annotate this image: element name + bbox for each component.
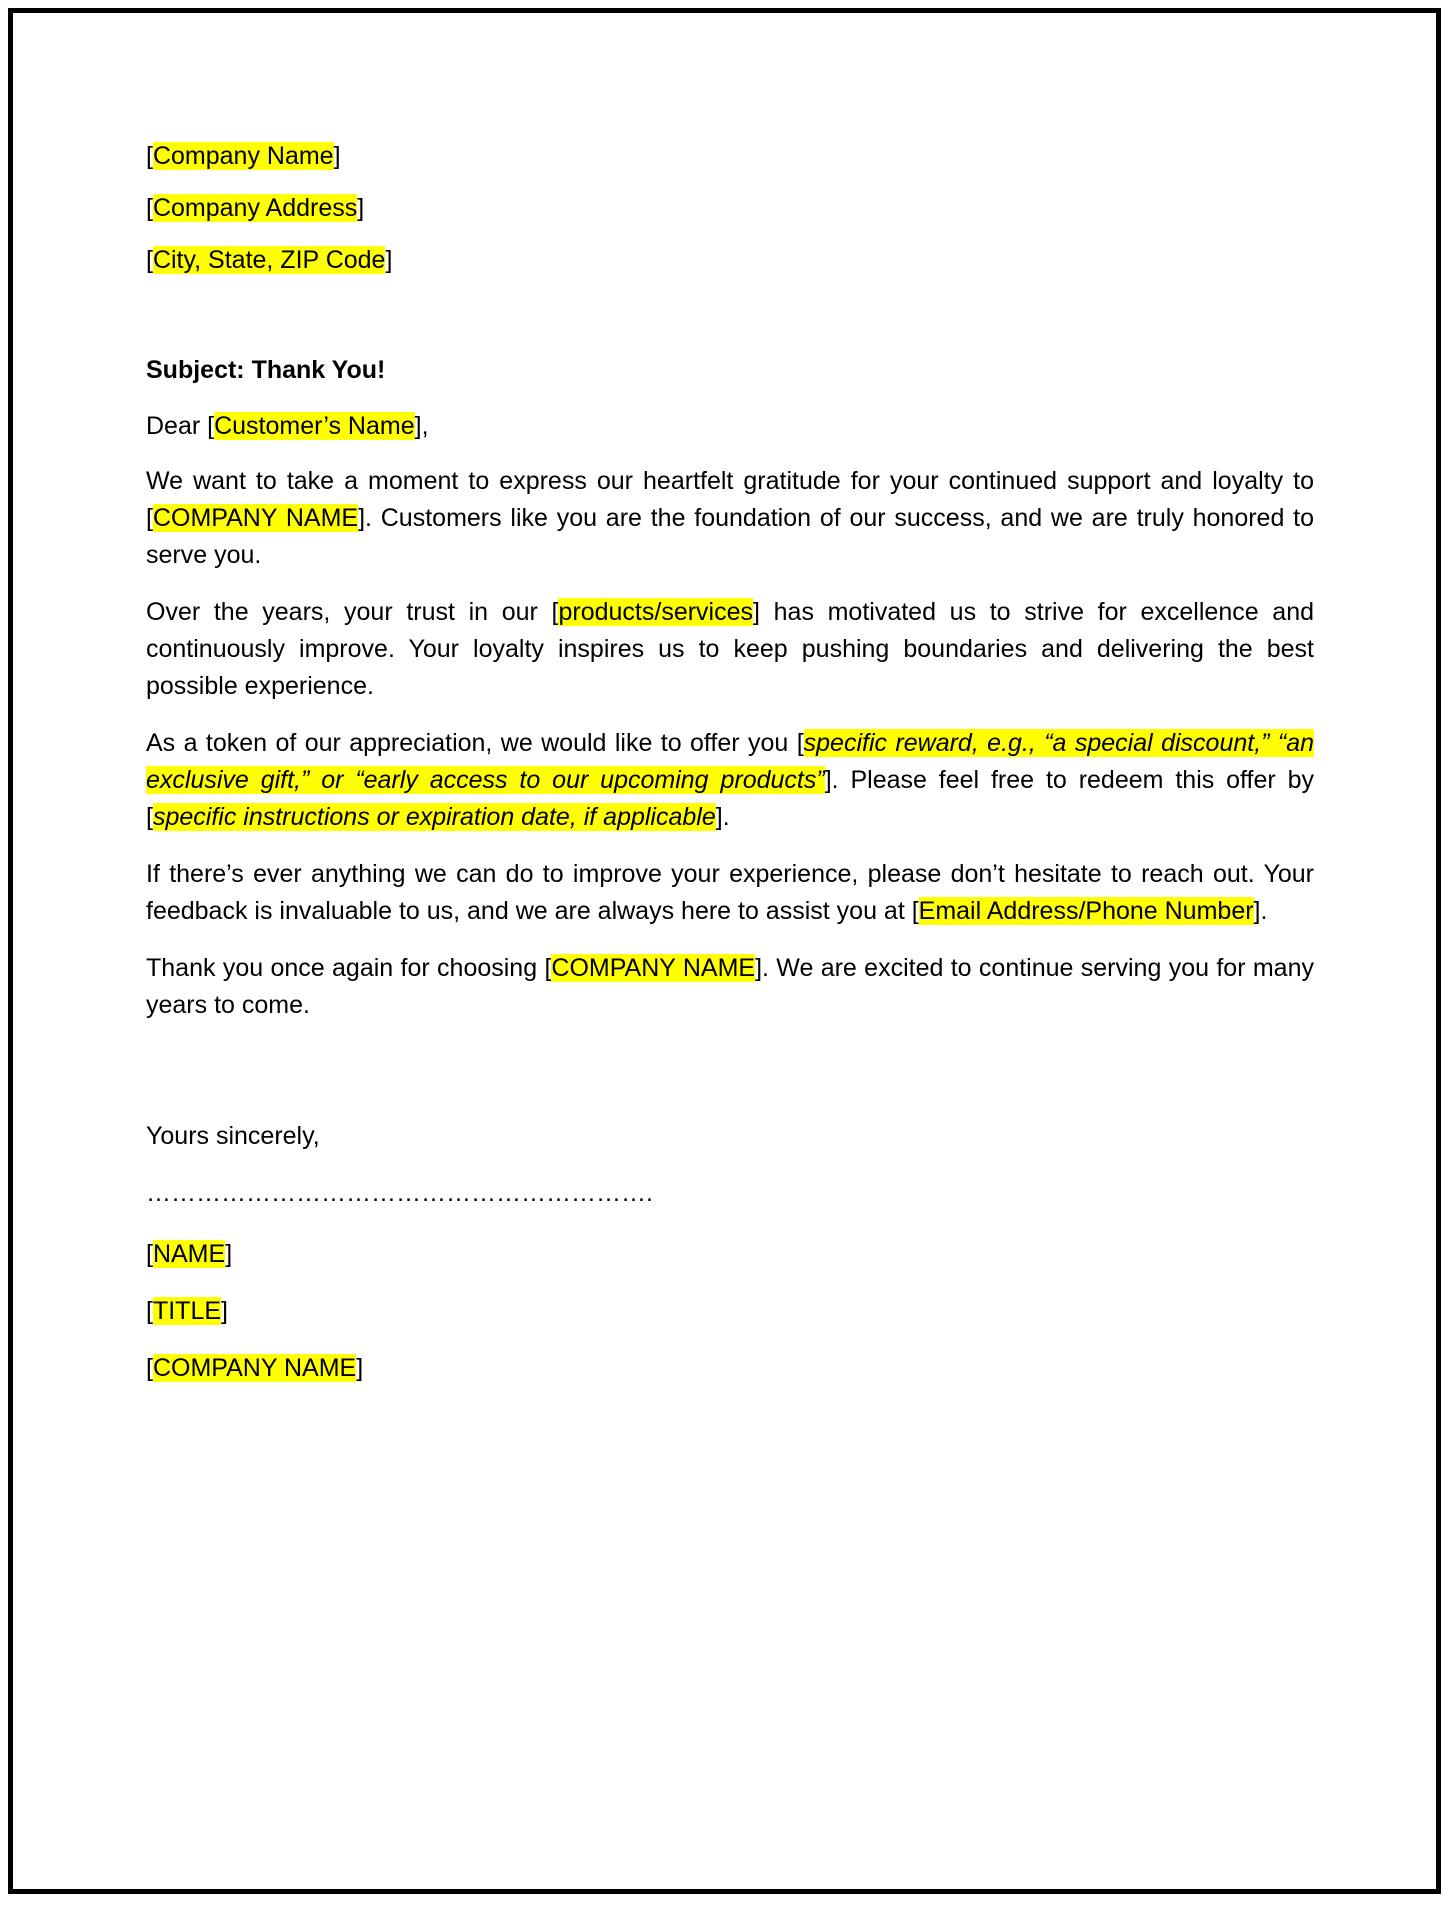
subject-line: Subject: Thank You! bbox=[146, 356, 386, 384]
paragraph-text: ]. bbox=[715, 803, 730, 831]
signature-name: [NAME] bbox=[146, 1240, 233, 1268]
address-company-address: [Company Address] bbox=[146, 194, 365, 222]
placeholder-signature-company[interactable]: COMPANY NAME bbox=[152, 1354, 357, 1382]
placeholder-customer-name[interactable]: Customer’s Name bbox=[214, 412, 415, 440]
spacer bbox=[146, 1044, 1314, 1118]
salutation-suffix: ], bbox=[414, 412, 429, 440]
paragraph-text: If there’s ever anything we can do to improve your experience, please don’t hesitate to reach out. Your feedback is invaluable to us, and we are always here to assist you at [ bbox=[146, 860, 1314, 925]
paragraph-thanks bbox=[146, 950, 1314, 1024]
paragraph-trust bbox=[146, 594, 1314, 705]
placeholder-specific-instructions[interactable]: specific instructions or expiration date, if applicable bbox=[152, 803, 716, 831]
placeholder-company-name[interactable]: Company Name bbox=[152, 142, 334, 170]
paragraph-text: We want to take a moment to express our heartfelt gratitude for your continued support and loyalty to [ bbox=[146, 467, 1314, 532]
paragraph-text: ]. bbox=[1253, 897, 1268, 925]
paragraph-text: Over the years, your trust in our [ bbox=[146, 598, 559, 626]
salutation-prefix: Dear [ bbox=[146, 412, 215, 440]
signature-line: ……………………………………………………. bbox=[146, 1179, 653, 1207]
paragraph-text: Thank you once again for choosing [ bbox=[146, 954, 552, 982]
salutation bbox=[146, 408, 1314, 445]
placeholder-company-name-upper[interactable]: COMPANY NAME bbox=[152, 504, 359, 532]
signature-title: [TITLE] bbox=[146, 1297, 228, 1325]
paragraph-text: ]. We are excited to continue serving you for many years to come. bbox=[146, 954, 1314, 1019]
paragraph-text: As a token of our appreciation, we would like to offer you [ bbox=[146, 729, 804, 757]
placeholder-name[interactable]: NAME bbox=[152, 1240, 226, 1268]
paragraph-feedback bbox=[146, 856, 1314, 930]
signature-company: [COMPANY NAME] bbox=[146, 1354, 364, 1382]
letter-document bbox=[146, 138, 1314, 1407]
placeholder-products-services[interactable]: products/services bbox=[558, 598, 754, 626]
placeholder-company-address[interactable]: Company Address bbox=[152, 194, 358, 222]
paragraph-reward bbox=[146, 725, 1314, 836]
paragraph-gratitude bbox=[146, 463, 1314, 574]
placeholder-title[interactable]: TITLE bbox=[152, 1297, 222, 1325]
address-city-state-zip: [City, State, ZIP Code] bbox=[146, 246, 393, 274]
paragraph-text: ] has motivated us to strive for excellence and continuously improve. Your loyalty inspires us to keep pushing boundaries and delivering the best possible experience. bbox=[146, 598, 1315, 700]
placeholder-company-name-upper[interactable]: COMPANY NAME bbox=[551, 954, 756, 982]
spacer bbox=[146, 294, 1314, 352]
placeholder-contact[interactable]: Email Address/Phone Number bbox=[918, 897, 1254, 925]
closing-phrase: Yours sincerely, bbox=[146, 1122, 320, 1150]
address-company-name: [Company Name] bbox=[146, 142, 341, 170]
placeholder-city-state-zip[interactable]: City, State, ZIP Code bbox=[152, 246, 386, 274]
placeholder-specific-reward[interactable]: specific reward, e.g., “a special discount,” “an exclusive gift,” or “early access to our upcoming products” bbox=[146, 729, 1314, 794]
paragraph-text: ]. Please feel free to redeem this offer by [ bbox=[146, 766, 1314, 831]
paragraph-text: ]. Customers like you are the foundation of our success, and we are truly honored to serve you. bbox=[146, 504, 1314, 569]
